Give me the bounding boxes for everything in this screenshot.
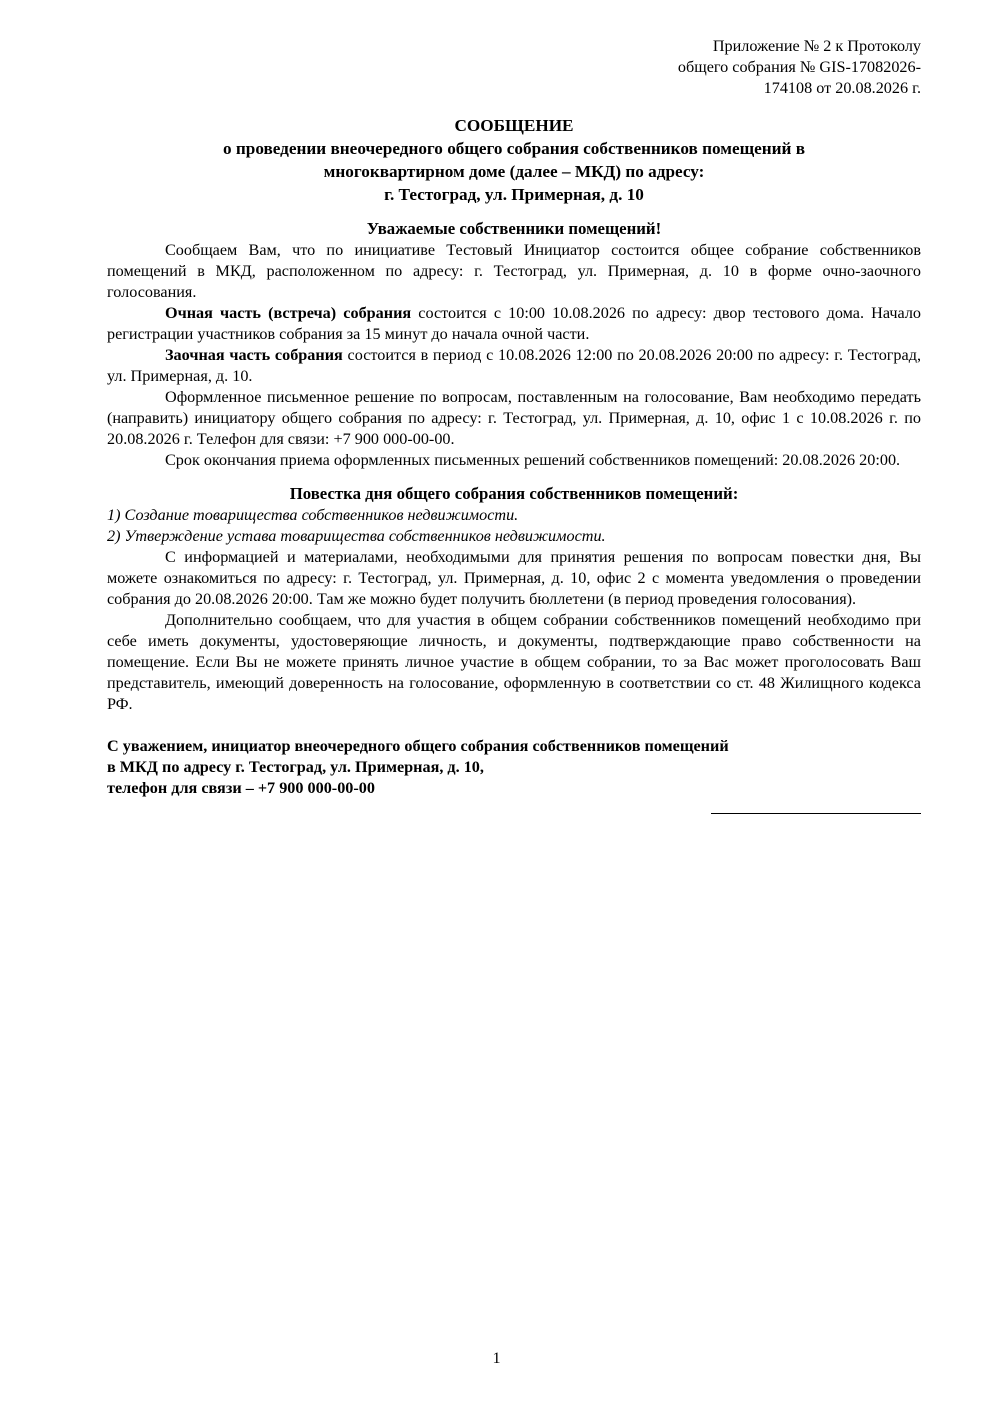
document-page [107, 36, 921, 799]
title-line-2: многоквартирном доме (далее – МКД) по адресу: [323, 162, 705, 181]
absentee-label: Заочная часть собрания [165, 346, 343, 364]
inperson-label: Очная часть (встреча) собрания [165, 304, 412, 322]
appendix-line-2: общего собрания № GIS-17082026- [677, 58, 921, 76]
inperson-text: состоится с 10:00 10.08.2026 по адресу: двор тестового дома. Начало регистрации участников собрания за 15 минут до начала очной части. [107, 304, 921, 343]
appendix-line-1: Приложение № 2 к Протоколу [712, 37, 921, 55]
appendix-reference [107, 36, 921, 99]
signature-block [107, 736, 921, 799]
page-number: 1 [492, 1349, 501, 1367]
agenda-item-1: 1) Создание товарищества собственников недвижимости. [107, 506, 519, 524]
decision-paragraph: Оформленное письменное решение по вопросам, поставленным на голосование, Вам необходимо передать (направить) инициатору общего собрания по адресу: г. Тестоград, ул. Примерная, д. 10, офис 1 с 10.08.2026 г. по 20.08.2026 г. Телефон для связи: +7 900 000-00-00. [107, 388, 921, 448]
intro-paragraph: Сообщаем Вам, что по инициативе Тестовый Инициатор состоится общее собрание собственников помещений в МКД, расположенном по адресу: г. Тестоград, ул. Примерная, д. 10 в форме очно-заочного голосования. [107, 241, 921, 301]
documents-paragraph: Дополнительно сообщаем, что для участия в общем собрании собственников помещений необходимо при себе иметь документы, удостоверяющие личность, и документы, подтверждающие право собственности на помещение. Если Вы не можете принять личное участие в общем собрании, то за Вас может проголосовать Ваш представитель, имеющий доверенность на голосование, оформленную в соответствии со ст. 48 Жилищного кодекса РФ. [107, 611, 921, 713]
deadline-paragraph: Срок окончания приема оформленных письменных решений собственников помещений: 20.08.2026 20:00. [165, 451, 901, 469]
signature-line-2: в МКД по адресу г. Тестоград, ул. Примерная, д. 10, [107, 758, 484, 776]
signature-line-3: телефон для связи – +7 900 000-00-00 [107, 779, 375, 797]
appendix-line-3: 174108 от 20.08.2026 г. [763, 79, 921, 97]
signature-blank-line [711, 813, 921, 814]
agenda-title: Повестка дня общего собрания собственников помещений: [289, 484, 739, 503]
title-heading: СООБЩЕНИЕ [454, 116, 574, 135]
absentee-paragraph [107, 345, 921, 387]
title-address: г. Тестоград, ул. Примерная, д. 10 [384, 185, 644, 204]
agenda-item-2: 2) Утверждение устава товарищества собственников недвижимости. [107, 527, 606, 545]
materials-paragraph: С информацией и материалами, необходимыми для принятия решения по вопросам повестки дня, Вы можете ознакомиться по адресу: г. Тестоград, ул. Примерная, д. 10, офис 2 с момента уведомления о проведении собрания до 20.08.2026 20:00. Там же можно будет получить бюллетени (в период проведения голосования). [107, 548, 921, 608]
title-line-1: о проведении внеочередного общего собрания собственников помещений в [222, 139, 806, 158]
document-title [107, 114, 921, 206]
greeting: Уважаемые собственники помещений! [366, 219, 662, 238]
inperson-paragraph [107, 303, 921, 345]
absentee-text: состоится в период с 10.08.2026 12:00 по 20.08.2026 20:00 по адресу: г. Тестоград, ул. Примерная, д. 10. [107, 346, 921, 385]
signature-line-1: С уважением, инициатор внеочередного общего собрания собственников помещений [107, 737, 729, 755]
